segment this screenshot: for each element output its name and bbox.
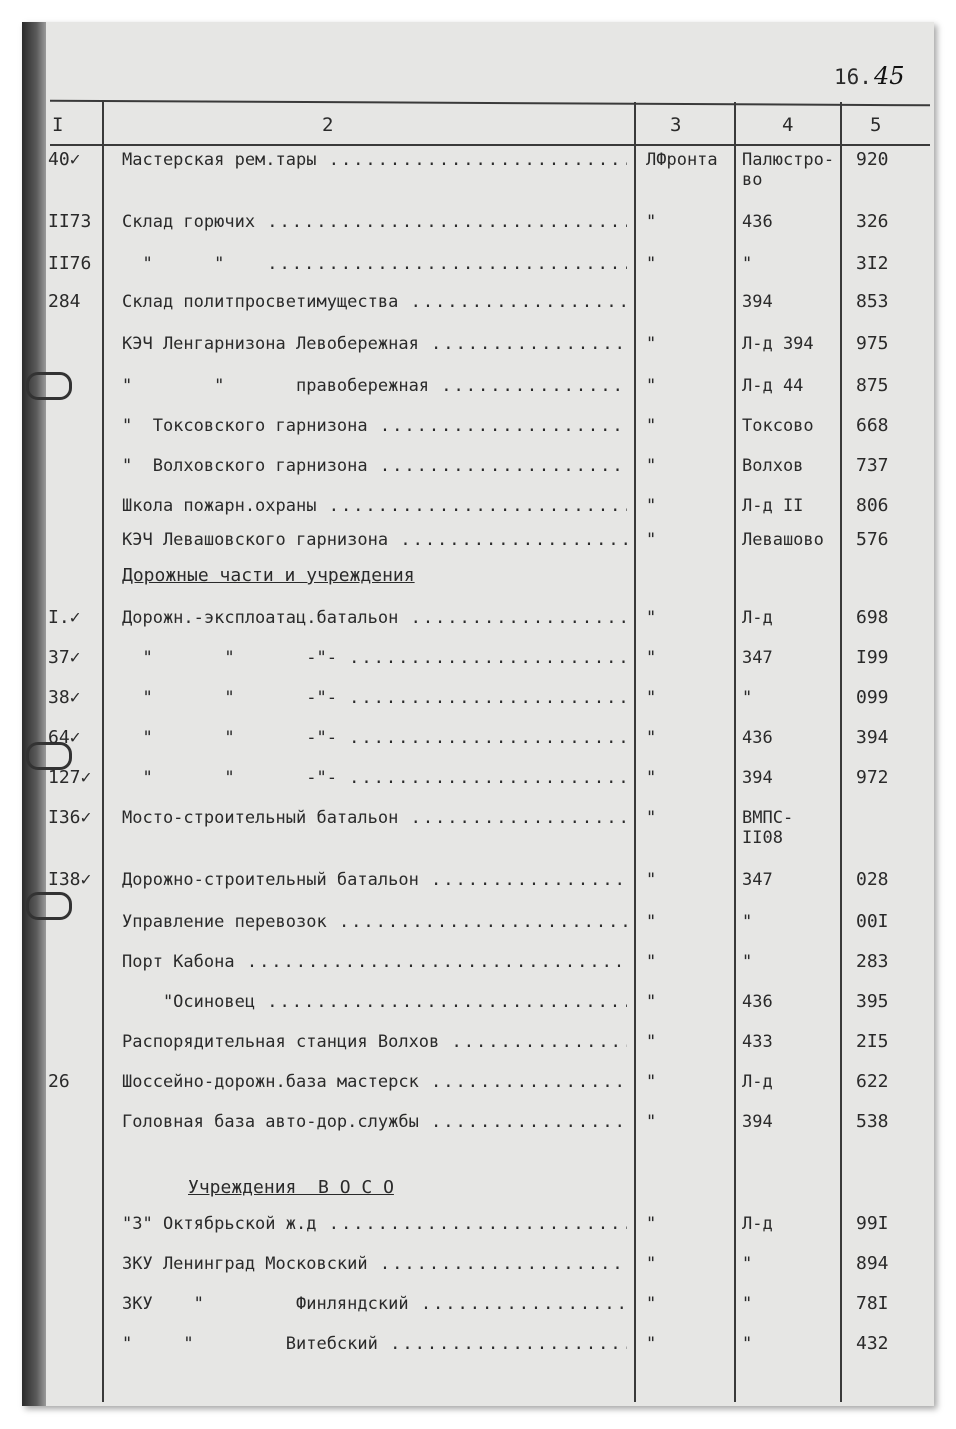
field-post-number: 920: [856, 149, 889, 170]
binding-edge: [22, 22, 46, 1406]
location-code: ": [742, 254, 753, 274]
row-number: I38✓: [48, 869, 92, 890]
field-post-number: 894: [856, 1253, 889, 1274]
section-heading: Учреждения В О С О: [188, 1178, 394, 1198]
unit-name: ЗКУ " Финляндский .....: [122, 1294, 627, 1314]
unit-name: "З" Октябрьской ж.д .....: [122, 1214, 627, 1234]
row-number: 26: [48, 1071, 70, 1092]
front-designation: ": [646, 496, 657, 516]
field-post-number: 432: [856, 1333, 889, 1354]
unit-name: Шоссейно-дорожн.база мастерск .....: [122, 1072, 627, 1092]
field-post-number: 394: [856, 727, 889, 748]
location-code: ": [742, 688, 753, 708]
field-post-number: 538: [856, 1111, 889, 1132]
page-number-typed: 16.: [834, 65, 872, 89]
location-code: Л-д: [742, 1072, 773, 1092]
row-number: I.✓: [48, 607, 81, 628]
front-designation: ": [646, 992, 657, 1012]
unit-name: Головная база авто-дор.службы .....: [122, 1112, 627, 1132]
column-divider: [734, 102, 736, 1402]
table-header-rule: [50, 144, 930, 146]
location-code: Токсово: [742, 416, 814, 436]
front-designation: ": [646, 808, 657, 828]
location-code: Л-д II: [742, 496, 804, 516]
column-header-3: 3: [670, 114, 682, 136]
front-designation: ": [646, 212, 657, 232]
location-code: ": [742, 1254, 753, 1274]
unit-name: " " правобережная .....: [122, 376, 627, 396]
location-code: Левашово: [742, 530, 824, 550]
field-post-number: 395: [856, 991, 889, 1012]
row-number: 127✓: [48, 767, 92, 788]
column-divider: [102, 102, 104, 1402]
field-post-number: 2I5: [856, 1031, 889, 1052]
location-code: Л-д: [742, 1214, 773, 1234]
location-code: 394: [742, 768, 773, 788]
unit-name: Управление перевозок .....: [122, 912, 627, 932]
location-code: ": [742, 1334, 753, 1354]
location-code: 436: [742, 992, 773, 1012]
front-designation: ": [646, 608, 657, 628]
location-code: 436: [742, 728, 773, 748]
field-post-number: 099: [856, 687, 889, 708]
front-designation: ": [646, 1254, 657, 1274]
front-designation: ": [646, 1032, 657, 1052]
front-designation: ": [646, 334, 657, 354]
unit-name: Склад политпросветимущества .....: [122, 292, 627, 312]
column-header-4: 4: [782, 114, 794, 136]
front-designation: ": [646, 1112, 657, 1132]
location-code: Л-д: [742, 608, 773, 628]
location-code: 394: [742, 1112, 773, 1132]
row-number: 40✓: [48, 149, 81, 170]
field-post-number: 3I2: [856, 253, 889, 274]
row-number: 37✓: [48, 647, 81, 668]
row-number: II76: [48, 253, 92, 274]
column-header-2: 2: [322, 114, 334, 136]
field-post-number: 975: [856, 333, 889, 354]
field-post-number: 99I: [856, 1213, 889, 1234]
page-number: [834, 62, 904, 90]
front-designation: ": [646, 648, 657, 668]
field-post-number: 326: [856, 211, 889, 232]
field-post-number: 283: [856, 951, 889, 972]
row-number: I36✓: [48, 807, 92, 828]
location-code: 347: [742, 648, 773, 668]
front-designation: ": [646, 376, 657, 396]
field-post-number: 737: [856, 455, 889, 476]
unit-name: " " .....: [122, 254, 627, 274]
front-designation: ": [646, 456, 657, 476]
location-code: Палюстро- во: [742, 150, 835, 190]
front-designation: ": [646, 728, 657, 748]
unit-name: " Волховского гарнизона .....: [122, 456, 627, 476]
location-code: 394: [742, 292, 773, 312]
unit-name: " " -"- .....: [122, 728, 627, 748]
field-post-number: 972: [856, 767, 889, 788]
row-number: II73: [48, 211, 92, 232]
front-designation: ": [646, 1294, 657, 1314]
front-designation: ": [646, 416, 657, 436]
location-code: Л-д 44: [742, 376, 804, 396]
front-designation: ": [646, 768, 657, 788]
column-header-1: I: [52, 114, 64, 136]
field-post-number: 78I: [856, 1293, 889, 1314]
front-designation: ": [646, 912, 657, 932]
front-designation: ": [646, 1072, 657, 1092]
column-header-5: 5: [870, 114, 882, 136]
unit-name: " " -"- .....: [122, 688, 627, 708]
unit-name: Склад горючих .....: [122, 212, 627, 232]
front-designation: ЛФронта: [646, 150, 718, 170]
binding-ring: [26, 372, 72, 400]
unit-name: ЗКУ Ленинград Московский .....: [122, 1254, 627, 1274]
location-code: Волхов: [742, 456, 804, 476]
binding-ring: [26, 892, 72, 920]
front-designation: ": [646, 1214, 657, 1234]
table-top-rule: [50, 100, 930, 107]
field-post-number: 853: [856, 291, 889, 312]
unit-name: Мастерская рем.тары .....: [122, 150, 627, 170]
location-code: 433: [742, 1032, 773, 1052]
unit-name: Дорожн.-эксплоатац.батальон .....: [122, 608, 627, 628]
location-code: ": [742, 952, 753, 972]
unit-name: "Осиновец .....: [122, 992, 627, 1012]
unit-name: Дорожно-строительный батальон .....: [122, 870, 627, 890]
field-post-number: 806: [856, 495, 889, 516]
field-post-number: I99: [856, 647, 889, 668]
front-designation: ": [646, 254, 657, 274]
unit-name: КЭЧ Левашовского гарнизона .....: [122, 530, 627, 550]
field-post-number: 622: [856, 1071, 889, 1092]
front-designation: ": [646, 1334, 657, 1354]
unit-name: " Токсовского гарнизона .....: [122, 416, 627, 436]
unit-name: Распорядительная станция Волхов .....: [122, 1032, 627, 1052]
row-number: 38✓: [48, 687, 81, 708]
unit-name: КЭЧ Ленгарнизона Левобережная .....: [122, 334, 627, 354]
field-post-number: 028: [856, 869, 889, 890]
unit-name: " " -"- .....: [122, 768, 627, 788]
field-post-number: 00I: [856, 911, 889, 932]
location-code: 347: [742, 870, 773, 890]
front-designation: ": [646, 870, 657, 890]
location-code: ": [742, 912, 753, 932]
section-heading: Дорожные части и учреждения: [122, 566, 415, 586]
field-post-number: 698: [856, 607, 889, 628]
location-code: ": [742, 1294, 753, 1314]
location-code: ВМПС- II08: [742, 808, 794, 848]
column-divider: [634, 102, 636, 1402]
location-code: Л-д 394: [742, 334, 814, 354]
front-designation: ": [646, 688, 657, 708]
front-designation: ": [646, 530, 657, 550]
row-number: 64✓: [48, 727, 81, 748]
unit-name: Школа пожарн.охраны .....: [122, 496, 627, 516]
document-page: [22, 22, 934, 1406]
page-number-handwritten: 45: [873, 62, 905, 90]
front-designation: ": [646, 952, 657, 972]
unit-name: " " Витебский .....: [122, 1334, 627, 1354]
field-post-number: 875: [856, 375, 889, 396]
unit-name: Порт Кабона .....: [122, 952, 627, 972]
field-post-number: 576: [856, 529, 889, 550]
column-divider: [840, 102, 842, 1402]
unit-name: Мосто-строительный батальон .....: [122, 808, 627, 828]
field-post-number: 668: [856, 415, 889, 436]
row-number: 284: [48, 291, 81, 312]
location-code: 436: [742, 212, 773, 232]
unit-name: " " -"- .....: [122, 648, 627, 668]
